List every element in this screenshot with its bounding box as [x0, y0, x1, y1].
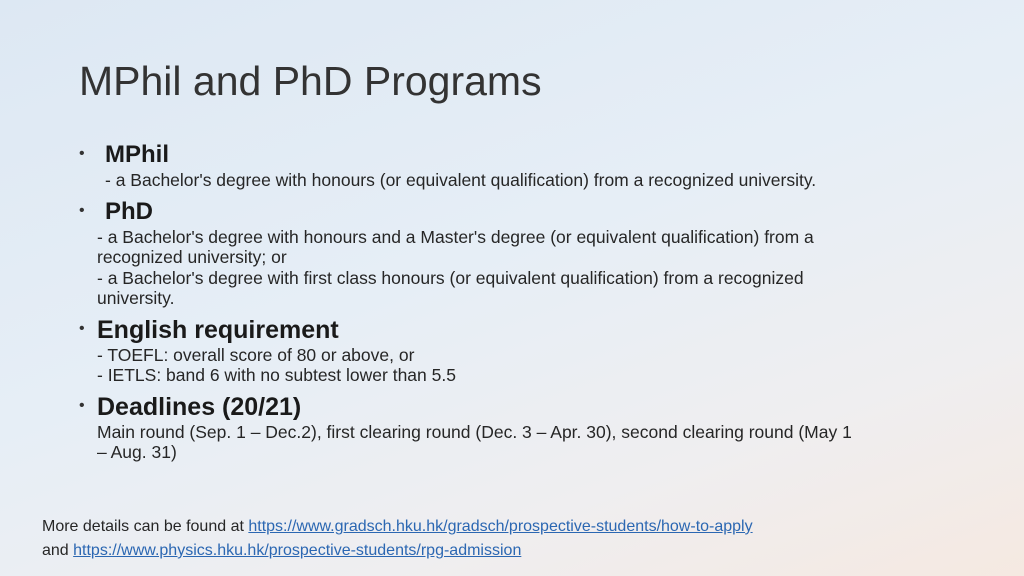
section-line: recognized university; or: [97, 247, 287, 267]
footer-note: [42, 515, 753, 563]
section-line: university.: [97, 288, 175, 308]
bullet-icon: •: [79, 201, 85, 219]
slide-title: MPhil and PhD Programs: [79, 58, 542, 104]
list-item-phd: [79, 197, 959, 309]
physics-link[interactable]: https://www.physics.hku.hk/prospective-students/rpg-admission: [73, 542, 522, 559]
section-line: - a Bachelor's degree with honours (or equivalent qualification) from a recognized university.: [105, 170, 817, 190]
list-item-english: [79, 315, 959, 386]
bullet-icon: •: [79, 396, 85, 414]
section-heading: MPhil: [105, 141, 169, 168]
section-heading: PhD: [105, 197, 153, 225]
section-heading: English requirement: [97, 315, 339, 344]
list-item-deadlines: [79, 392, 959, 463]
section-line: - a Bachelor's degree with first class honours (or equivalent qualification) from a recognized: [97, 267, 804, 288]
gradsch-link[interactable]: https://www.gradsch.hku.hk/gradsch/prospective-students/how-to-apply: [248, 518, 753, 535]
list-item-mphil: [79, 140, 959, 191]
section-line: - a Bachelor's degree with honours and a Master's degree (or equivalent qualification) from a: [97, 226, 814, 247]
section-line: - IETLS: band 6 with no subtest lower than 5.5: [97, 365, 456, 385]
bullet-icon: •: [79, 145, 85, 162]
bullet-icon: •: [79, 319, 85, 337]
section-line: – Aug. 31): [97, 442, 177, 462]
section-heading: Deadlines (20/21): [97, 392, 302, 421]
section-line: Main round (Sep. 1 – Dec.2), first clearing round (Dec. 3 – Apr. 30), second clearing round (May 1: [97, 421, 852, 442]
footer-and: and: [42, 542, 74, 559]
footer-prefix: More details can be found at: [42, 518, 249, 535]
bullet-list: [79, 140, 959, 469]
section-line: - TOEFL: overall score of 80 or above, or: [97, 344, 415, 365]
